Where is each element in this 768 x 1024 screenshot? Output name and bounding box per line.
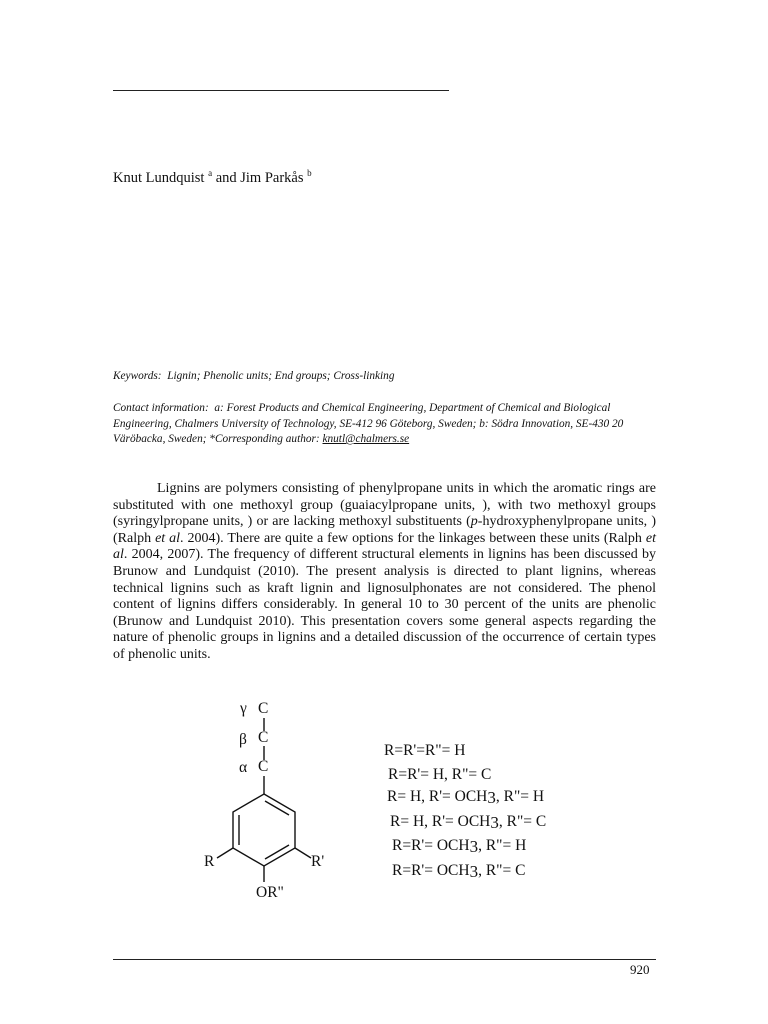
r-prime-substituent: R' <box>311 853 325 870</box>
author-2-affiliation: b <box>307 168 312 178</box>
keywords-text: Lignin; Phenolic units; End groups; Cross-linking <box>167 370 395 382</box>
footer-rule <box>113 959 656 960</box>
or-double-prime-substituent: OR" <box>256 884 284 901</box>
authors-joiner: and <box>212 170 241 186</box>
substituent-3-rest: , R"= H <box>495 788 545 805</box>
substituent-line-4 <box>390 811 546 831</box>
beta-label: β <box>239 731 247 748</box>
substituent-1-text: R=R'=R"= H <box>384 742 466 759</box>
substituent-5-rest: , R"= H <box>478 837 527 854</box>
body-sentence-2: -hydroxyphenylpropane units, ) (Ralph <box>113 514 656 546</box>
substituent-6-rest: , R"= C <box>478 862 526 879</box>
contact-text: a: Forest Products and Chemical Engineering, Department of Chemical and Biological Engineering, Chalmers University of Technology, SE-412 96 Göteborg, Sweden; b: Södra Innovation, SE-430 20 Väröbacka, Sweden; *Corresponding author: <box>113 402 624 445</box>
substituent-line-2 <box>388 766 491 784</box>
body-sentence-1: Lignins are polymers consisting of phenylpropane units in which the aromatic rings are substituted with one methoxyl group (guaiacylpropane units, ), with two methoxyl groups (syringylpropane units, ) or are lacking methoxyl substituents ( <box>113 481 656 530</box>
body-sentence-3: . 2004). There are quite a few options for the linkages between these units (Ralph <box>180 530 646 546</box>
substituent-4-rest: , R"= C <box>498 813 547 830</box>
substituent-5-subscript: 3 <box>469 837 479 856</box>
beta-carbon: C <box>258 729 269 746</box>
substituent-3-subscript: 3 <box>487 788 496 807</box>
substituent-line-5 <box>392 835 526 855</box>
keywords-label: Keywords: <box>113 370 162 382</box>
page-number: 920 <box>630 962 650 977</box>
body-sentence-4: . 2004, 2007). The frequency of different structural elements in lignins has been discussed by Brunow and Lundquist (2010). The present analysis is directed to plant lignins, whereas technical lignins such as kraft lignin and lignosulphonates are not considered. The phenol content of lignins differs considerably. In general 10 to 30 percent of the units are phenolic (Brunow and Lundquist 2010). This presentation covers some general aspects regarding the nature of phenolic groups in lignins and a detailed discussion of the occurrence of certain types of phenolic units. <box>113 547 656 662</box>
contact-email-link[interactable]: knutl@chalmers.se <box>322 433 410 445</box>
author-2: Jim Parkås <box>240 170 304 186</box>
r-substituent: R <box>204 853 215 870</box>
substituent-5-text: R=R'= OCH <box>392 837 470 854</box>
author-1-affiliation: a <box>208 168 213 178</box>
alpha-label: α <box>239 759 248 776</box>
substituent-3-text: R= H, R'= OCH <box>387 788 488 805</box>
substituent-2-text: R=R'= H, R"= C <box>388 766 492 783</box>
substituent-6-subscript: 3 <box>469 862 479 881</box>
substituent-line-1 <box>384 742 465 760</box>
author-1: Knut Lundquist <box>113 170 205 186</box>
substituent-line-6 <box>392 860 525 880</box>
body-etal-1: et al <box>155 530 181 546</box>
substituent-4-text: R= H, R'= OCH <box>390 813 491 830</box>
gamma-carbon: C <box>258 700 269 717</box>
body-etal-2: et al <box>113 530 657 563</box>
substituent-4-subscript: 3 <box>490 813 499 832</box>
substituent-6-text: R=R'= OCH <box>392 862 470 879</box>
contact-label: Contact information: <box>113 402 209 414</box>
alpha-carbon: C <box>258 758 269 775</box>
gamma-label: γ <box>240 700 247 717</box>
body-italic-p: p <box>470 514 478 530</box>
substituent-line-3 <box>387 786 544 806</box>
